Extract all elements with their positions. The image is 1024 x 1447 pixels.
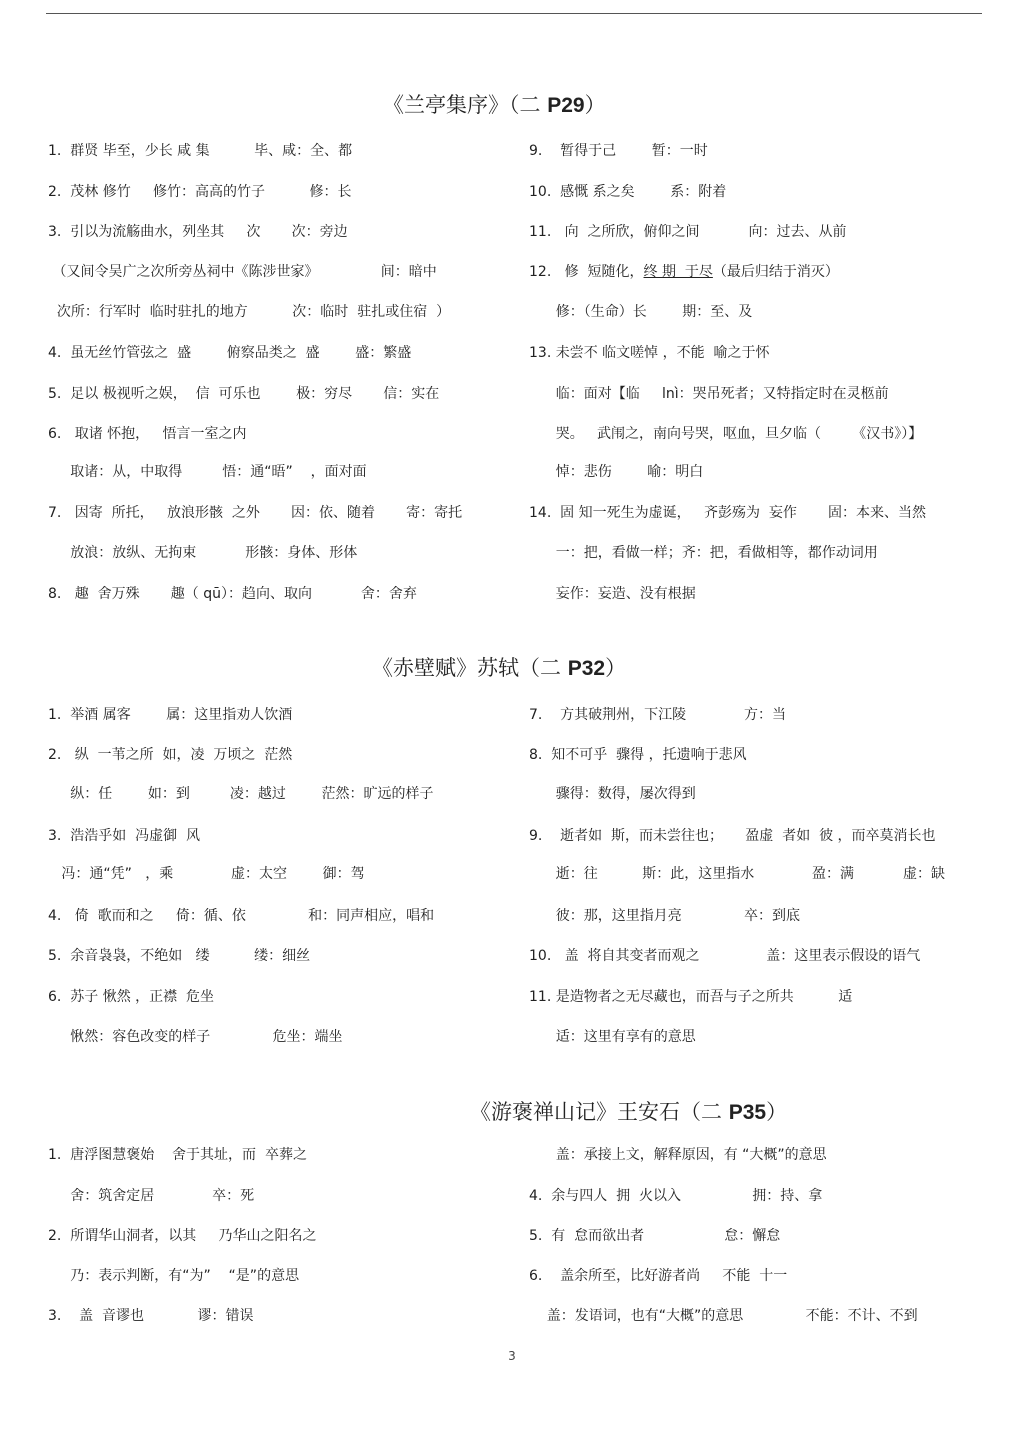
list-item: 14. 固 知一死生为虚诞， 齐彭殇为 妄作 固：本来、当然 [529,505,927,521]
list-item: （又间令吴广之次所旁丛祠中《陈涉世家》 间：暗中 [48,264,437,280]
list-item: 11. 是造物者之无尽藏也，而吾与子之所共 适 [529,989,853,1005]
list-item: 取诸：从，中取得 悟：通“晤” ，面对面 [48,464,367,480]
list-item: 2. 茂林 修竹 修竹：高高的竹子 修：长 [48,184,352,200]
list-item: 1. 举酒 属客 属：这里指劝人饮酒 [48,707,293,723]
list-item: 愀然：容色改变的样子 危坐：端坐 [48,1029,343,1045]
list-item: 4. 余与四人 拥 火以入 拥：持、拿 [529,1188,823,1204]
list-item: 13. 未尝不 临文嗟悼 ，不能 喻之于怀 [529,345,770,361]
page-number: 3 [508,1349,516,1363]
list-item: 彼：那，这里指月亮 卒：到底 [529,908,801,924]
list-item: 2. 所谓华山洞者，以其 乃华山之阳名之 [48,1228,317,1244]
list-item: 一：把，看做一样；齐：把，看做相等，都作动词用 [529,545,878,561]
list-item: 9. 逝者如 斯，而未尝往也； 盈虚 者如 彼 ，而卒莫消长也 [529,828,936,844]
list-item: 5. 有 怠而欲出者 怠：懈怠 [529,1228,781,1244]
list-item: 骤得：数得，屡次得到 [529,786,696,802]
list-item: 妄作：妄造、没有根据 [529,586,696,602]
list-item: 6. 盖余所至，比好游者尚 不能 十一 [529,1268,788,1284]
top-rule [46,13,982,14]
list-item: 9. 暂得于己 暂：一时 [529,143,708,159]
list-item: 1. 群贤 毕至，少长 咸 集 毕、咸：全、都 [48,143,353,159]
list-item: 3. 引以为流觞曲水，列坐其 次 次：旁边 [48,224,348,240]
list-item: 逝：往 斯：此，这里指水 盈：满 虚：缺 [529,866,946,882]
list-item: 哭。 武闱之，南向号哭，呕血，旦夕临（ 《汉书》）】 [529,426,923,442]
list-item: 4. 虽无丝竹管弦之 盛 俯察品类之 盛 盛：繁盛 [48,345,412,361]
list-item: 盖：发语词，也有“大概”的意思 不能：不计、不到 [529,1308,918,1324]
list-item: 5. 余音袅袅，不绝如 缕 缕：细丝 [48,948,311,964]
list-item: 10. 感慨 系之矣 系：附着 [529,184,727,200]
list-item: 3. 盖 音谬也 谬：错误 [48,1308,254,1324]
list-item: 2. 纵 一苇之所 如，凌 万顷之 茫然 [48,747,293,763]
list-item: 修：（生命）长 期：至、及 [529,304,753,320]
list-item: 乃：表示判断，有“为” “是”的意思 [48,1268,300,1284]
list-item: 7. 因寄 所托， 放浪形骸 之外 因：依、随着 寄：寄托 [48,505,463,521]
section-title-lantingjixu: 《兰亭集序》（二 P29） [383,93,606,117]
list-item: 纵：任 如：到 凌：越过 茫然：旷远的样子 [48,786,434,802]
section-title-youbaochanshanji: 《游褒禅山记》王安石（二 P35） [470,1100,788,1124]
list-item: 8. 趣 舍万殊 趣（ qū）：趋向、取向 舍：舍弃 [48,586,417,602]
list-item: 盖：承接上文，解释原因，有 “大概”的意思 [529,1147,827,1163]
list-item: 12. 修 短随化，终 期 于尽（最后归结于消灭） [529,264,839,280]
list-item: 11. 向 之所欣，俯仰之间 向：过去、从前 [529,224,847,240]
list-item: 3. 浩浩乎如 冯虚御 风 [48,828,201,844]
list-item: 悼：悲伤 喻：明白 [529,464,704,480]
list-item: 临：面对【临 lnì：哭吊死者；又特指定时在灵柩前 [529,386,889,402]
section-title-chibifu: 《赤壁赋》苏轼（二 P32） [372,656,627,680]
list-item: 4. 倚 歌而和之 倚：循、依 和：同声相应，唱和 [48,908,435,924]
list-item: 适：这里有享有的意思 [529,1029,696,1045]
list-item: 6. 苏子 愀然 ，正襟 危坐 [48,989,215,1005]
list-item: 冯：通“凭” ，乘 虚：太空 御：驾 [48,866,365,882]
list-item: 次所：行军时 临时驻扎的地方 次：临时 驻扎或住宿 ） [48,304,451,320]
list-item: 6. 取诸 怀抱， 悟言一室之内 [48,426,247,442]
underlined-phrase: 终 期 于尽 [643,264,713,280]
list-item: 7. 方其破荆州，下江陵 方：当 [529,707,787,723]
list-item: 10. 盖 将自其变者而观之 盖：这里表示假设的语气 [529,948,921,964]
list-item: 舍：筑舍定居 卒：死 [48,1188,255,1204]
list-item: 5. 足以 极视听之娱， 信 可乐也 极：穷尽 信：实在 [48,386,440,402]
list-item: 放浪：放纵、无拘束 形骸：身体、形体 [48,545,358,561]
list-item: 8. 知不可乎 骤得 ，托遗响于悲风 [529,747,747,763]
list-item: 1. 唐浮图慧褒始 舍于其址，而 卒葬之 [48,1147,307,1163]
